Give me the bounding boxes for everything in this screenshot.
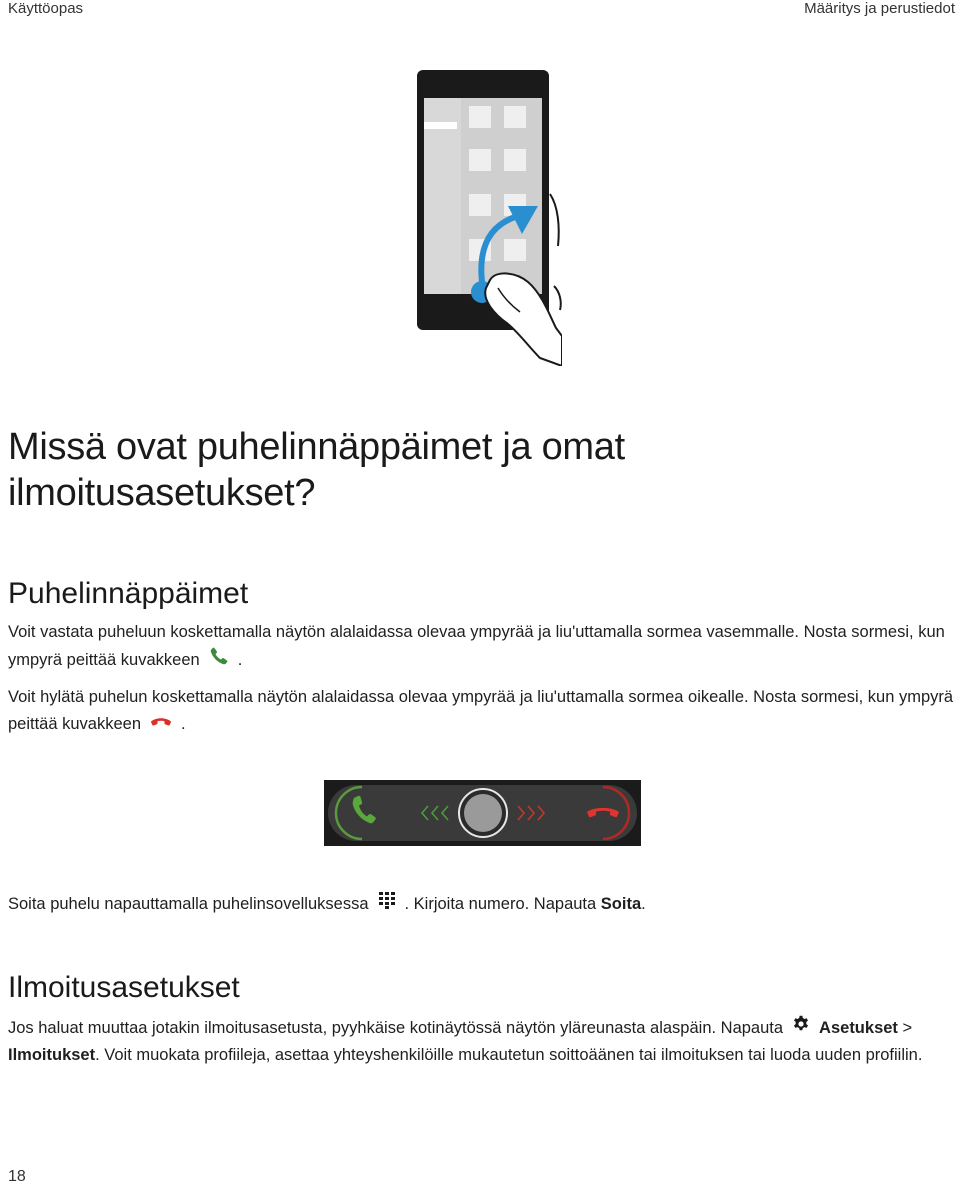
phone-decline-icon [150, 711, 172, 738]
page-title-line-2: ilmoitusasetukset? [8, 472, 316, 514]
breadcrumb-separator: > [902, 1019, 913, 1037]
phone-answer-icon [209, 646, 229, 675]
notification-text-end: . Voit muokata profiileja, asettaa yhteyshenkilöille mukautetun soittoäänen tai ilmoituksen tai luoda uuden profiilin. [95, 1046, 923, 1065]
gear-icon [792, 1015, 810, 1042]
page-title-line-1: Missä ovat puhelinnäppäimet ja omat [8, 426, 625, 468]
notification-text: Jos haluat muuttaa jotakin ilmoitusasetusta, pyyhkäise kotinäytössä näytön yläreunasta alaspäin. Napauta [8, 1019, 784, 1037]
header-document-title: Käyttöopas [8, 0, 84, 17]
dialpad-icon [378, 891, 396, 918]
paragraph-make-call [8, 891, 954, 918]
page-title [8, 424, 625, 516]
paragraph-decline-call [8, 684, 954, 738]
decline-text: Voit hylätä puhelun koskettamalla näytön alalaidassa olevaa ympyrää ja liu'uttamalla sormea oikealle. Nosta sormesi, kun ympyrä peittää kuvakkeen [8, 688, 954, 733]
paragraph-notification-settings [8, 1015, 954, 1069]
make-call-text-2: . Kirjoita numero. Napauta [404, 895, 597, 913]
answer-text: Voit vastata puheluun koskettamalla näytön alalaidassa olevaa ympyrää ja liu'uttamalla sormea vasemmalle. Nosta sormesi, kun ympyrä peittää kuvakkeen [8, 623, 945, 669]
call-button-label: Soita [600, 895, 642, 913]
paragraph-answer-call [8, 619, 954, 675]
make-call-text-end: . [641, 895, 646, 913]
incoming-call-slider-illustration [324, 780, 641, 846]
settings-label: Asetukset [819, 1019, 898, 1037]
notifications-label: Ilmoitukset [8, 1046, 96, 1065]
decline-text-end: . [181, 715, 186, 733]
section-heading-phone-keys: Puhelinnäppäimet [8, 577, 249, 610]
page-number: 18 [8, 1168, 26, 1185]
phone-swipe-illustration [412, 66, 562, 366]
section-heading-notifications: Ilmoitusasetukset [8, 971, 240, 1004]
header-section-title: Määritys ja perustiedot [804, 0, 955, 17]
make-call-text: Soita puhelu napauttamalla puhelinsovelluksessa [8, 895, 369, 913]
answer-text-end: . [237, 650, 243, 669]
